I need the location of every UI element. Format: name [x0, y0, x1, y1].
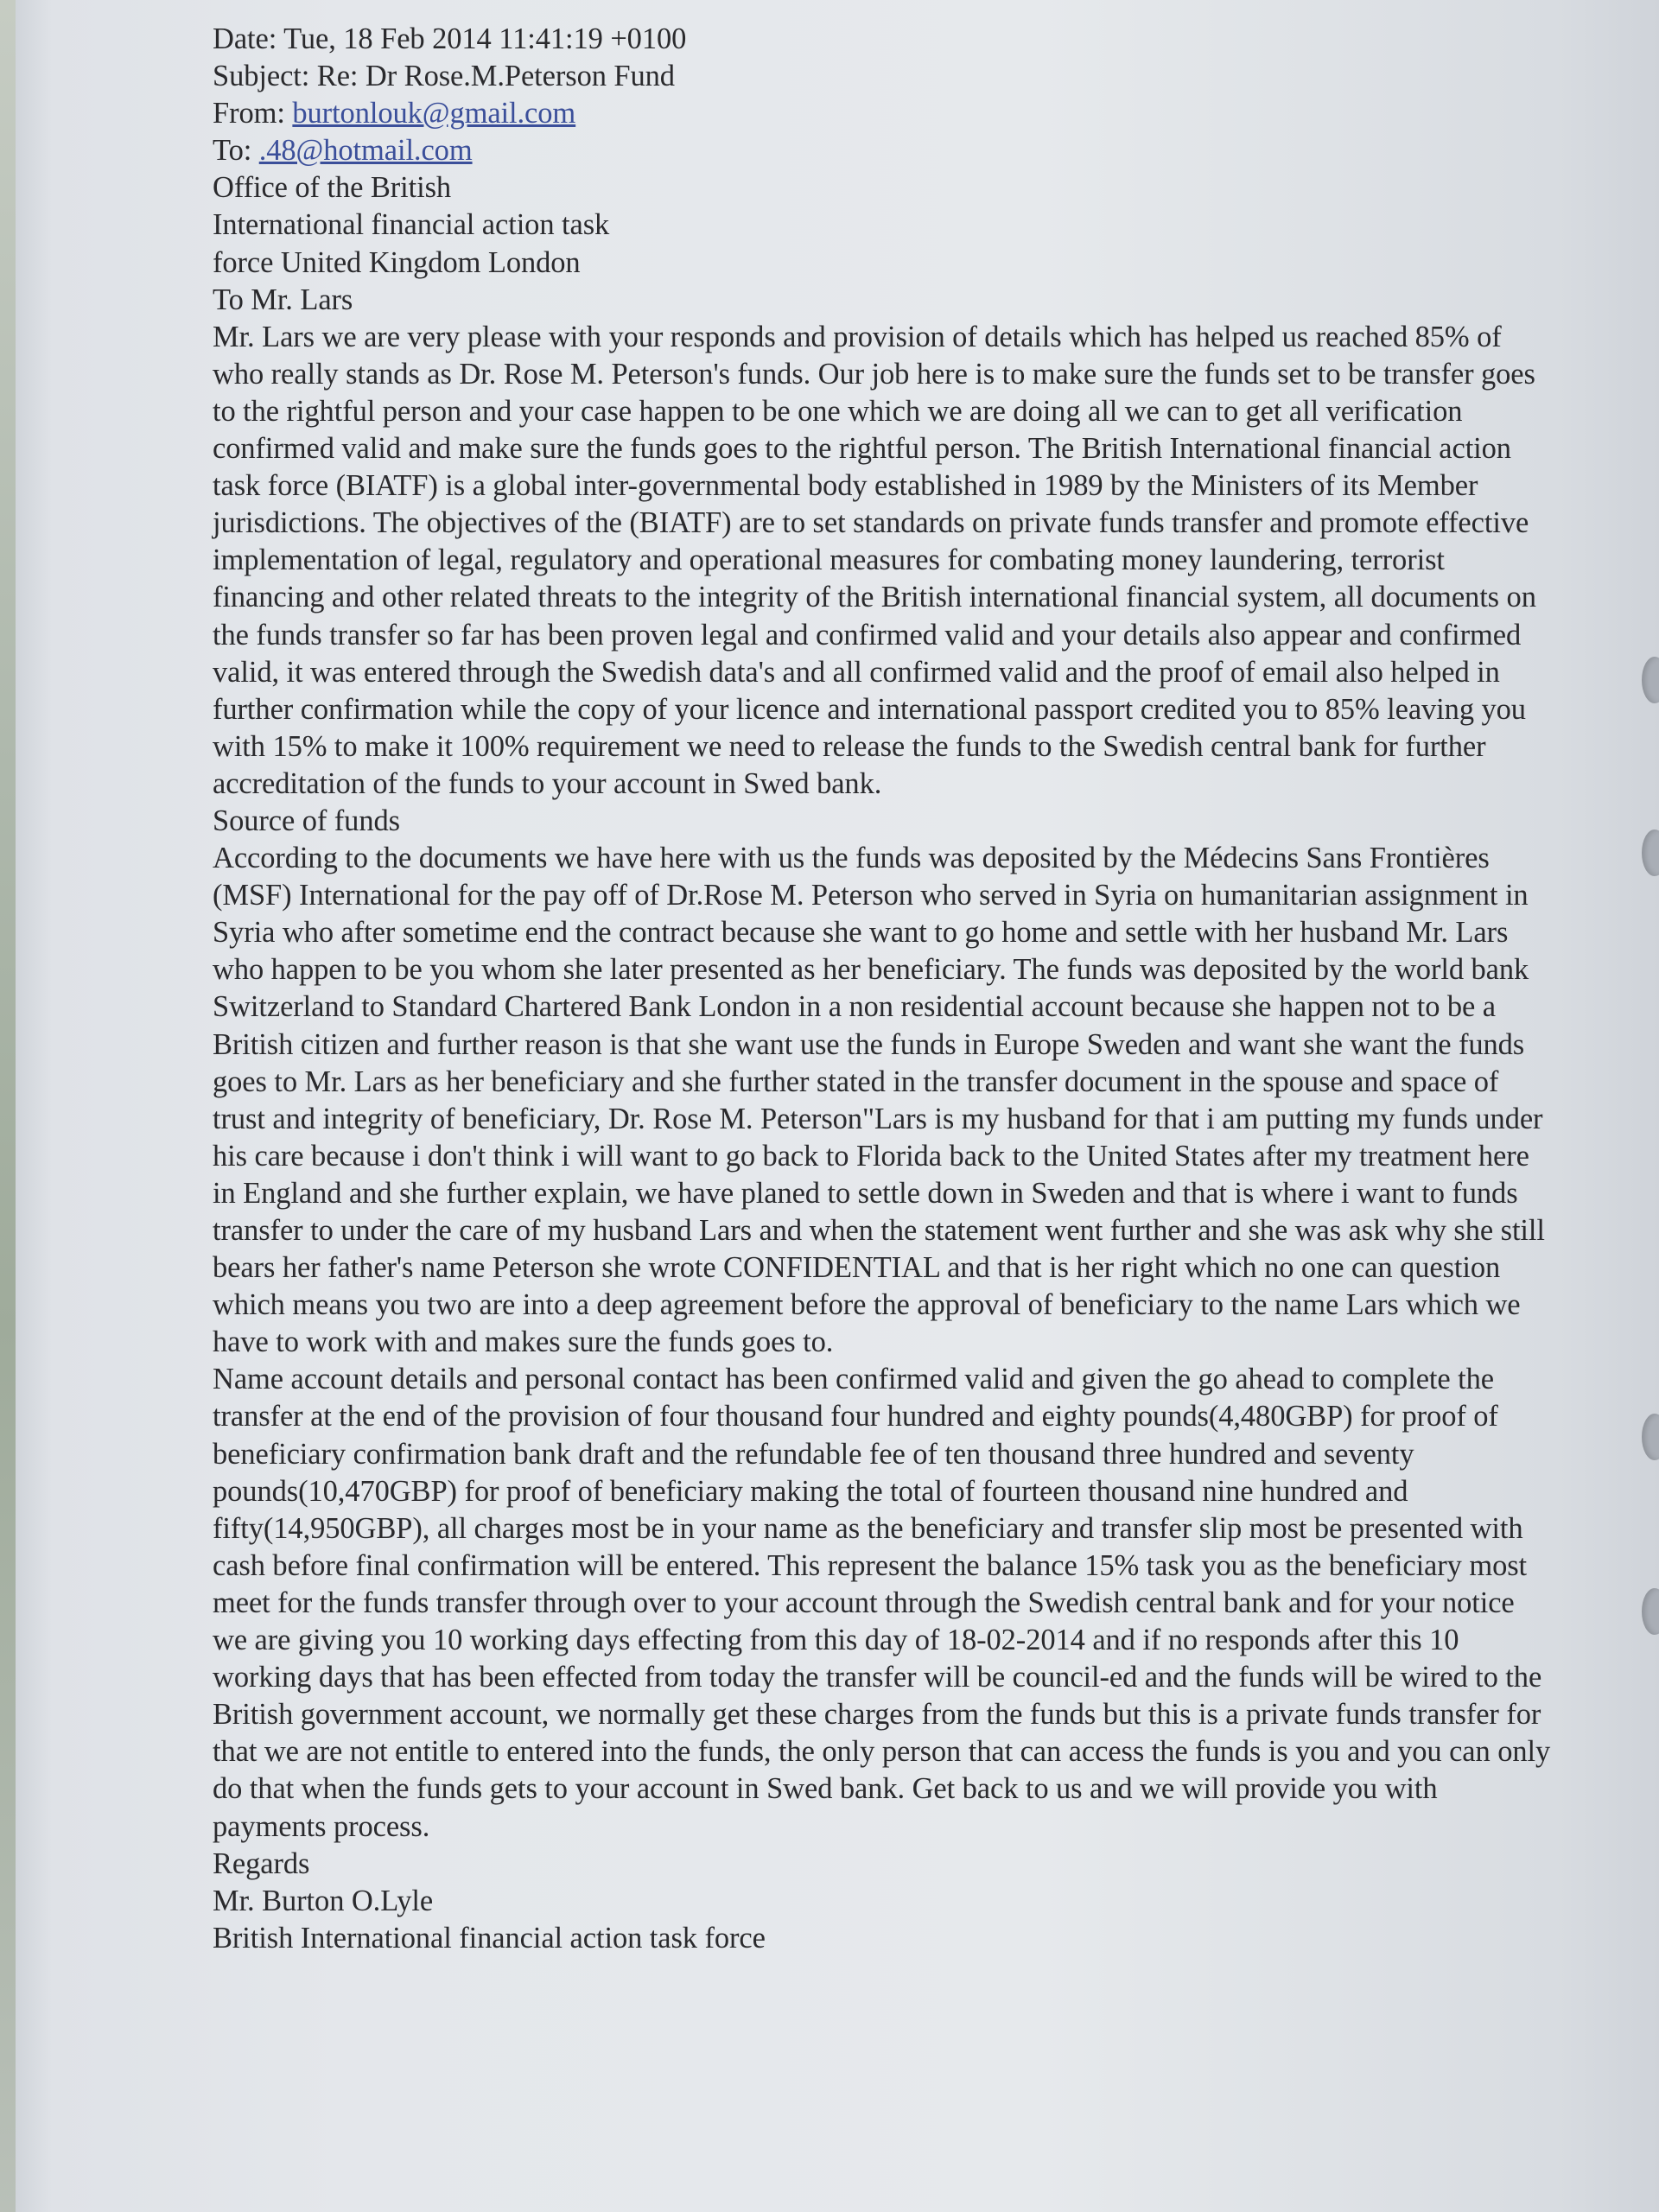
email-subject: Subject: Re: Dr Rose.M.Peterson Fund	[213, 60, 675, 93]
paragraph-payment-request: Name account details and personal contact has been confirmed valid and given the go ahead to complete the transfer at the end of the provision of four thousand four hundred and eighty pounds(4,480GBP) for proof of beneficiary confirmation bank draft and the refundable fee of ten thousand three hundred and seventy pounds(10,470GBP) for proof of beneficiary making the total of fourteen thousand nine hundred and fifty(14,950GBP), all charges most be in your name as the beneficiary and transfer slip most be presented with cash before final confirmation will be entered. This represent the balance 15% task you as the beneficiary most meet for the funds transfer through over to your account through the Swedish central bank and for your notice we are giving you 10 working days effecting from this day of 18-02-2014 and if no responds after this 10 working days that has been effected from today the transfer will be council-ed and the funds will be wired to the British government account, we normally get these charges from the funds but this is a private funds transfer for that we are not entitle to entered into the funds, the only person that can access the funds is you and you can only do that when the funds gets to your account in Swed bank. Get back to us and we will provide you with payments process.	[213, 1363, 1551, 1843]
signature-name: Mr. Burton O.Lyle	[213, 1884, 434, 1917]
email-from-line	[213, 95, 1552, 132]
email-date: Date: Tue, 18 Feb 2014 11:41:19 +0100	[213, 22, 687, 55]
punch-hole	[1642, 830, 1659, 876]
sender-line-task-force: International financial action task	[213, 208, 610, 242]
paragraph-source-of-funds: According to the documents we have here with us the funds was deposited by the Médecins Sans Frontières (MSF) International for the pay off of Dr.Rose M. Peterson who served in Syria on humanitarian assignment in Syria who after sometime end the contract because she want to go home and settle with her husband Mr. Lars who happen to be you whom she later presented as her beneficiary. The funds was deposited by the world bank Switzerland to Standard Chartered Bank London in a non residential account because she happen not to be a British citizen and further reason is that she want use the funds in Europe Sweden and want she want the funds goes to Mr. Lars as her beneficiary and she further stated in the transfer document in the spouse and space of trust and integrity of beneficiary, Dr. Rose M. Peterson"Lars is my husband for that i am putting my funds under his care because i don't think i will want to go back to Florida back to the United States after my treatment here in England and she further explain, we have planed to settle down in Sweden and that is where i want to funds transfer to under the care of my husband Lars and when the statement went further and she was ask why she still bears her father's name Peterson she wrote CONFIDENTIAL and that is her right which no one can question which means you two are into a deep agreement before the approval of beneficiary to the name Lars which we have to work with and makes sure the funds goes to.	[213, 842, 1545, 1359]
to-label: To:	[213, 134, 259, 168]
section-heading-source-of-funds: Source of funds	[213, 804, 400, 837]
punch-hole	[1642, 657, 1659, 703]
sender-line-location: force United Kingdom London	[213, 245, 581, 279]
email-header	[213, 21, 1552, 169]
printed-email-page	[213, 21, 1552, 1957]
signature-organization: British International financial action task force	[213, 1921, 766, 1955]
from-label: From:	[213, 97, 293, 130]
email-to-line	[213, 132, 1552, 169]
punch-hole	[1642, 1588, 1659, 1635]
to-address-link[interactable]: .48@hotmail.com	[258, 134, 473, 168]
letter-body	[213, 169, 1552, 1957]
from-address-link[interactable]: burtonlouk@gmail.com	[292, 97, 576, 130]
closing-regards: Regards	[213, 1847, 310, 1880]
page-left-edge	[0, 0, 16, 2212]
salutation: To Mr. Lars	[213, 283, 353, 316]
sender-line-office: Office of the British	[213, 171, 452, 205]
paragraph-verification: Mr. Lars we are very please with your responds and provision of details which has helped us reached 85% of who really stands as Dr. Rose M. Peterson's funds. Our job here is to make sure the funds set to be transfer goes to the rightful person and your case happen to be one which we are doing all we can to get all verification confirmed valid and make sure the funds goes to the rightful person. The British International financial action task force (BIATF) is a global inter-governmental body established in 1989 by the Ministers of its Member jurisdictions. The objectives of the (BIATF) are to set standards on private funds transfer and promote effective implementation of legal, regulatory and operational measures for combating money laundering, terrorist financing and other related threats to the integrity of the British international financial system, all documents on the funds transfer so far has been proven legal and confirmed valid and your details also appear and confirmed valid, it was entered through the Swedish data's and all confirmed valid and the proof of email also helped in further confirmation while the copy of your licence and international passport credited you to 85% leaving you with 15% to make it 100% requirement we need to release the funds to the Swedish central bank for further accreditation of the funds to your account in Swed bank.	[213, 320, 1536, 800]
punch-hole	[1642, 1414, 1659, 1460]
